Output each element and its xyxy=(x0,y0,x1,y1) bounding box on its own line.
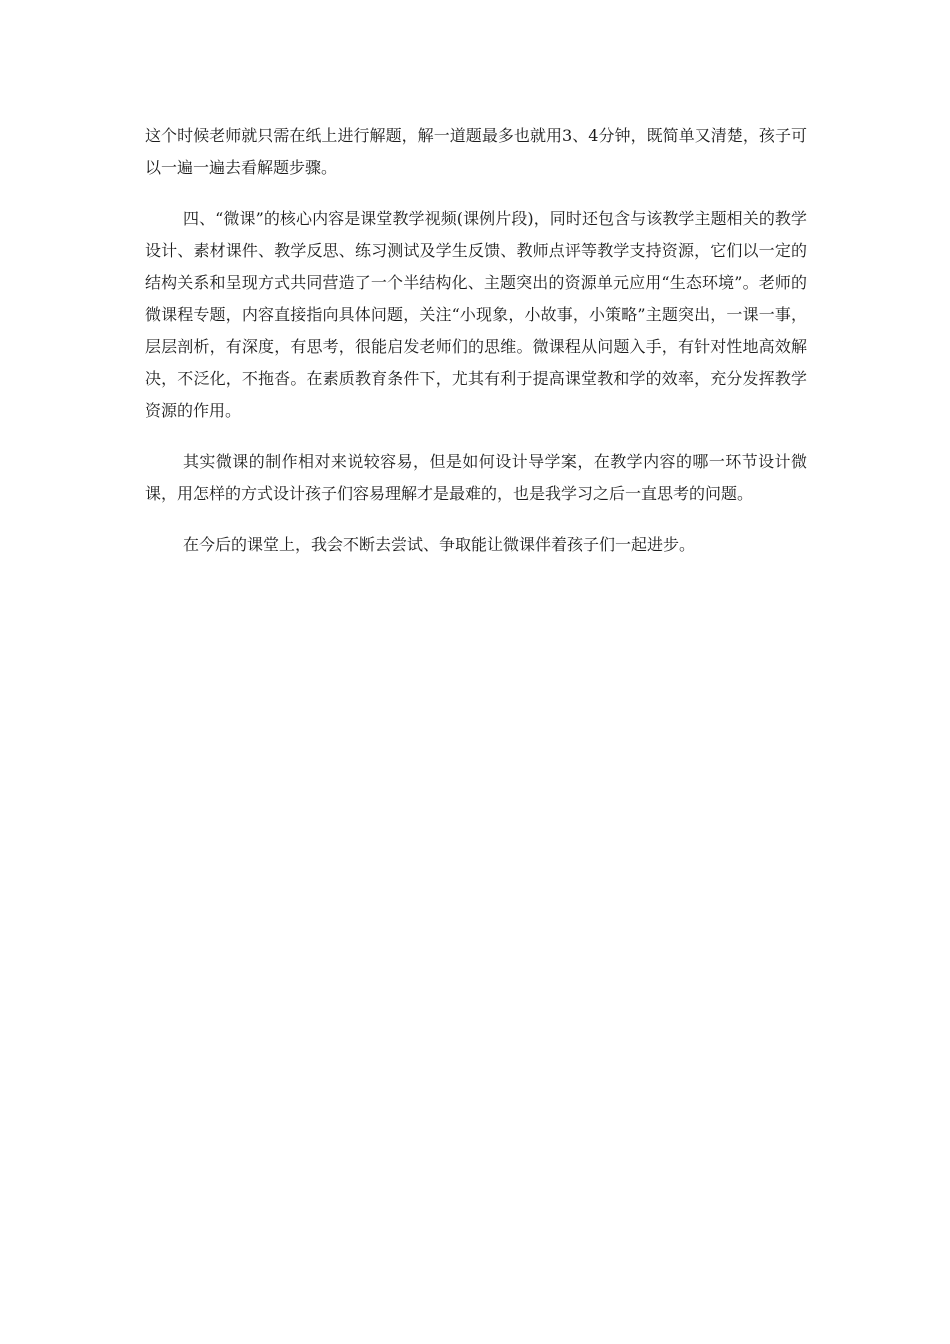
paragraph-2: 四、“微课”的核心内容是课堂教学视频(课例片段)，同时还包含与该教学主题相关的教学设计、素材课件、教学反思、练习测试及学生反馈、教师点评等教学支持资源，它们以一定的结构关系和呈现方式共同营造了一个半结构化、主题突出的资源单元应用“生态环境”。老师的微课程专题，内容直接指向具体问题，关注“小现象，小故事，小策略”主题突出，一课一事，层层剖析，有深度，有思考，很能启发老师们的思维。微课程从问题入手，有针对性地高效解决，不泛化，不拖沓。在素质教育条件下，尤其有利于提高课堂教和学的效率，充分发挥教学资源的作用。 xyxy=(145,209,807,420)
document-body xyxy=(145,120,807,580)
paragraph-1: 这个时候老师就只需在纸上进行解题，解一道题最多也就用3、4分钟，既简单又清楚，孩子可以一遍一遍去看解题步骤。 xyxy=(145,126,807,177)
paragraph-4: 在今后的课堂上，我会不断去尝试、争取能让微课伴着孩子们一起进步。 xyxy=(183,535,696,554)
paragraph-3: 其实微课的制作相对来说较容易，但是如何设计导学案，在教学内容的哪一环节设计微课，用怎样的方式设计孩子们容易理解才是最难的，也是我学习之后一直思考的问题。 xyxy=(145,452,807,503)
